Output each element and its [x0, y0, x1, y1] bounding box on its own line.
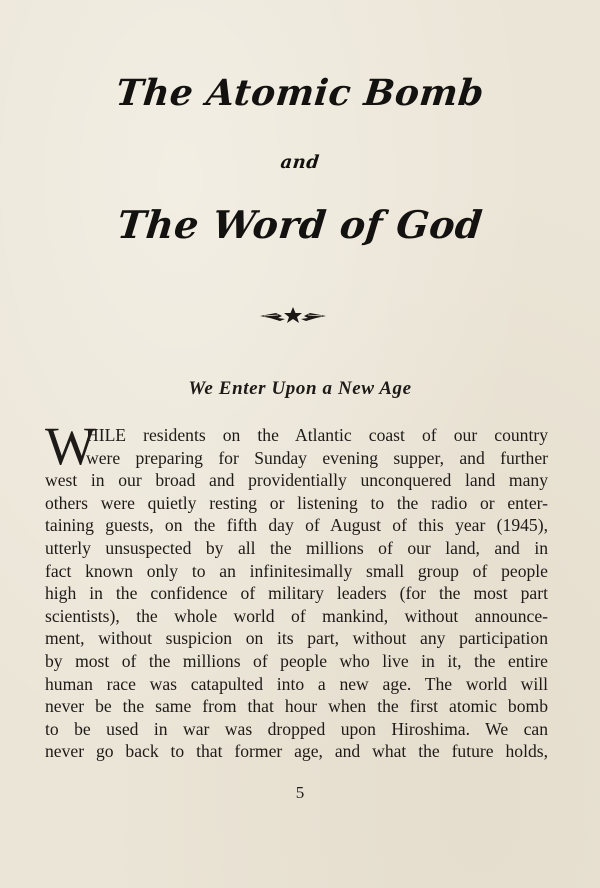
- text-line: never go back to that former age, and what the future holds,: [45, 741, 548, 762]
- text-line: by most of the millions of people who live in it, the entire: [45, 650, 548, 671]
- drop-cap: W: [45, 416, 96, 476]
- text-line: west in our broad and providentially unconquered land many: [45, 470, 548, 491]
- body-paragraph: [45, 424, 548, 763]
- text-line: high in the confidence of military leaders (for the most part: [45, 583, 548, 604]
- text-line: others were quietly resting or listening to the radio or enter-: [45, 492, 548, 513]
- text-line: utterly unsuspected by all the millions of our land, and in: [45, 537, 548, 558]
- text-line: human race was catapulted into a new age. The world will: [45, 673, 548, 694]
- section-heading: We Enter Upon a New Age: [188, 378, 412, 399]
- text-line: scientists), the whole world of mankind, without announce-: [45, 605, 548, 626]
- text-line: fact known only to an infinitesimally small group of people: [45, 560, 548, 581]
- text-line: never be the same from that hour when the first atomic bomb: [45, 696, 548, 717]
- page-number: 5: [295, 783, 305, 802]
- title-connector: and: [279, 152, 321, 173]
- winged-star-ornament-icon: [258, 305, 328, 327]
- text-line: were preparing for Sunday evening supper, and further: [86, 447, 548, 468]
- text-line: HILE residents on the Atlantic coast of our country: [86, 425, 548, 445]
- title-line-1: The Atomic Bomb: [113, 72, 487, 114]
- text-line: ment, without suspicion on its part, without any participation: [45, 628, 548, 649]
- title-line-2: The Word of God: [115, 202, 485, 247]
- text-line: to be used in war was dropped upon Hiroshima. We can: [45, 718, 548, 739]
- text-line: taining guests, on the fifth day of August of this year (1945),: [45, 515, 548, 536]
